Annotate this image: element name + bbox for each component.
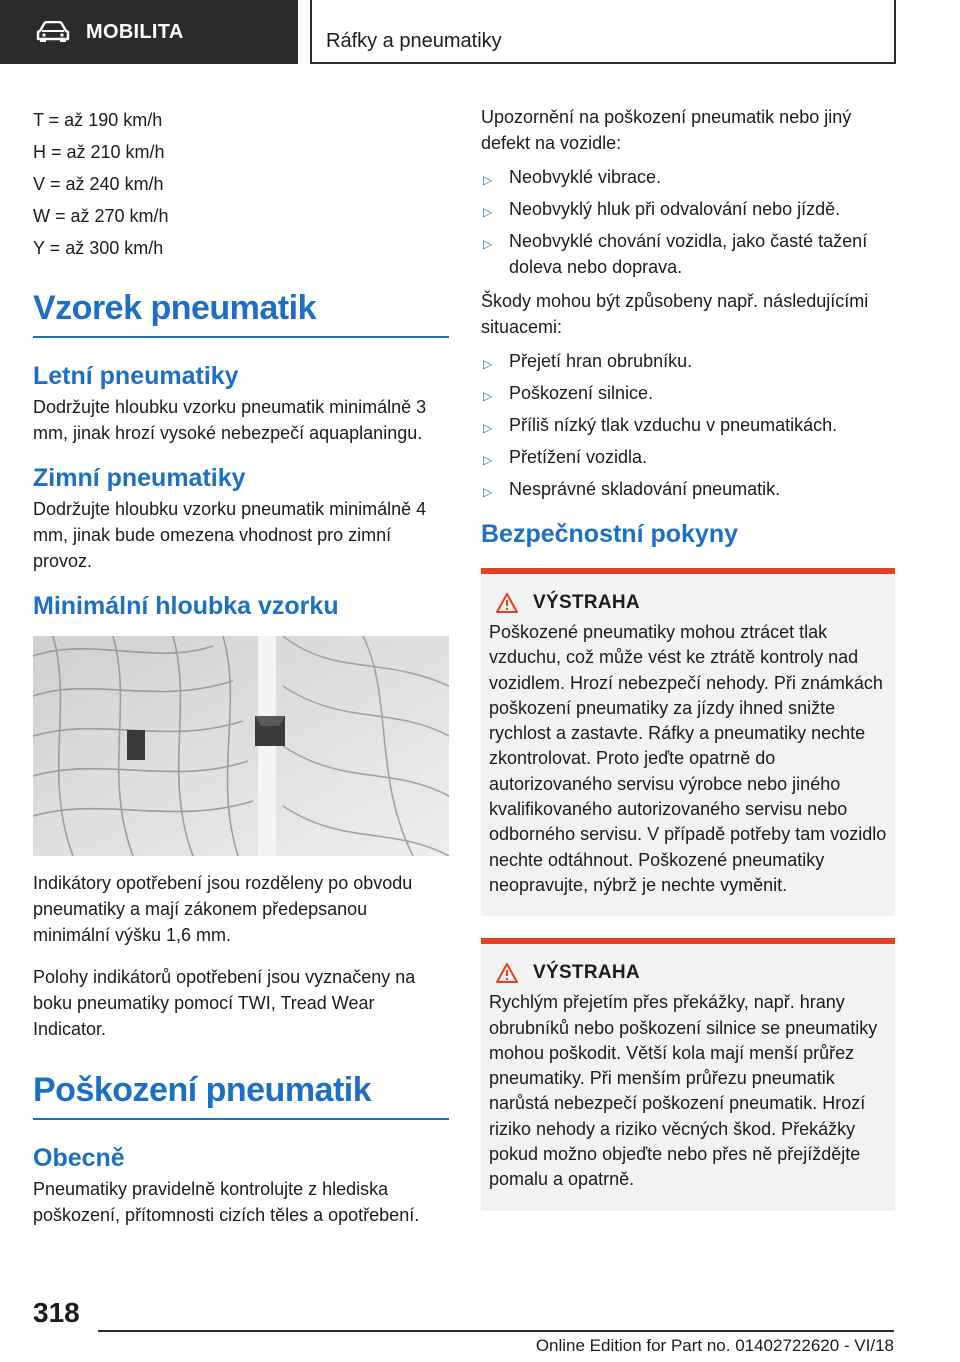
triangle-bullet-icon: ▷ <box>483 389 493 403</box>
warning-text: Poškozené pneumatiky mohou ztrácet tlak vzduchu, což může vést ke ztrátě kontroly nad vozidlem. Hrozí nebezpečí nehody. Při známkách poškození pneumatiky za jízdy ihned snižte rychlost a zastavte. Ráfky a pneumatiky nechte zkontrolovat. Proto jeďte opatrně do autorizovaného servisu výrobce nebo jiného kvalifikovaného autorizovaného servisu nebo odborného servisu. V případě potřeby tam vozidlo nechte odtáhnout. Poškozené pneumatiky neopravujte, nýbrž je nechte vyměnit. <box>489 622 887 895</box>
car-icon <box>36 21 70 43</box>
footer-divider <box>98 1330 894 1332</box>
speed-item: W = až 270 km/h <box>33 206 169 226</box>
left-column <box>33 104 449 1244</box>
warning-text: Rychlým přejetím přes překážky, např. hrany obrubníků nebo poškození silnice se pneumatiky mohou poškodit. Větší kola mají menší průřez pneumatiky. Při menším průřezu pneumatik narůstá nebezpečí poškození pneumatik. Hrozí riziko nehody a riziko věcných škod. Překážky pokud možno objeďte nebo přes ně přejíždějte pomalu a opatrně. <box>489 992 878 1190</box>
triangle-bullet-icon: ▷ <box>483 357 493 371</box>
warning-triangle-icon <box>495 962 519 984</box>
signs-list <box>481 164 897 280</box>
heading-summer: Letní pneumatiky <box>33 362 239 390</box>
triangle-bullet-icon: ▷ <box>483 173 493 187</box>
list-item: ▷ Příliš nízký tlak vzduchu v pneumatikách. <box>481 412 897 438</box>
warning-title: VÝSTRAHA <box>533 592 640 613</box>
list-item: ▷ Neobvyklé vibrace. <box>481 164 897 190</box>
triangle-bullet-icon: ▷ <box>483 453 493 467</box>
tread-wear-indicator-image <box>33 636 449 856</box>
general-text: Pneumatiky pravidelně kontrolujte z hlediska poškození, přítomnosti cizích těles a opotřebení. <box>33 1179 420 1225</box>
winter-text: Dodržujte hloubku vzorku pneumatik minimálně 4 mm, jinak bude omezena vhodnost pro zimní provoz. <box>33 499 427 571</box>
section-tab <box>0 0 298 64</box>
causes-list <box>481 348 897 502</box>
signs-intro: Upozornění na poškození pneumatik nebo jiný defekt na vozidle: <box>481 107 852 153</box>
list-item: ▷ Poškození silnice. <box>481 380 897 406</box>
triangle-bullet-icon: ▷ <box>483 421 493 435</box>
right-column <box>481 104 897 1233</box>
edition-text: Online Edition for Part no. 01402722620 - VI/18 <box>535 1336 894 1355</box>
section-label: MOBILITA <box>86 20 184 43</box>
speed-index-list <box>33 104 449 264</box>
speed-item: H = až 210 km/h <box>33 142 165 162</box>
speed-item: T = až 190 km/h <box>33 110 163 130</box>
heading-tread: Vzorek pneumatik <box>33 286 449 338</box>
chapter-header <box>310 0 896 64</box>
list-item: ▷ Neobvyklý hluk při odvalování nebo jízdě. <box>481 196 897 222</box>
indicator-text: Indikátory opotřebení jsou rozděleny po obvodu pneumatiky a mají zákonem předepsanou minimální výšku 1,6 mm. <box>33 873 413 945</box>
heading-general: Obecně <box>33 1144 125 1172</box>
warning-triangle-icon <box>495 592 519 614</box>
causes-intro: Škody mohou být způsobeny např. následujícími situacemi: <box>481 291 869 337</box>
twi-text: Polohy indikátorů opotřebení jsou vyznačeny na boku pneumatiky pomocí TWI, Tread Wear Indicator. <box>33 967 416 1039</box>
heading-safety: Bezpečnostní pokyny <box>481 520 738 548</box>
warning-title: VÝSTRAHA <box>533 962 640 984</box>
speed-item: Y = až 300 km/h <box>33 238 164 258</box>
list-item: ▷ Nesprávné skladování pneumatik. <box>481 476 897 502</box>
triangle-bullet-icon: ▷ <box>483 485 493 499</box>
warning-box <box>481 938 895 1210</box>
list-item: ▷ Neobvyklé chování vozidla, jako časté tažení doleva nebo doprava. <box>483 231 868 277</box>
triangle-bullet-icon: ▷ <box>483 205 493 219</box>
heading-winter: Zimní pneumatiky <box>33 464 246 492</box>
list-item: ▷ Přejetí hran obrubníku. <box>481 348 897 374</box>
list-item: ▷ Přetížení vozidla. <box>481 444 897 470</box>
chapter-title: Ráfky a pneumatiky <box>326 30 502 52</box>
heading-min-depth: Minimální hloubka vzorku <box>33 592 339 620</box>
page-number: 318 <box>33 1297 80 1328</box>
warning-box <box>481 568 895 916</box>
summer-text: Dodržujte hloubku vzorku pneumatik minimálně 3 mm, jinak hrozí vysoké nebezpečí aquaplaningu. <box>33 397 427 443</box>
heading-damage: Poškození pneumatik <box>33 1068 449 1120</box>
triangle-bullet-icon: ▷ <box>483 237 493 251</box>
speed-item: V = až 240 km/h <box>33 174 164 194</box>
